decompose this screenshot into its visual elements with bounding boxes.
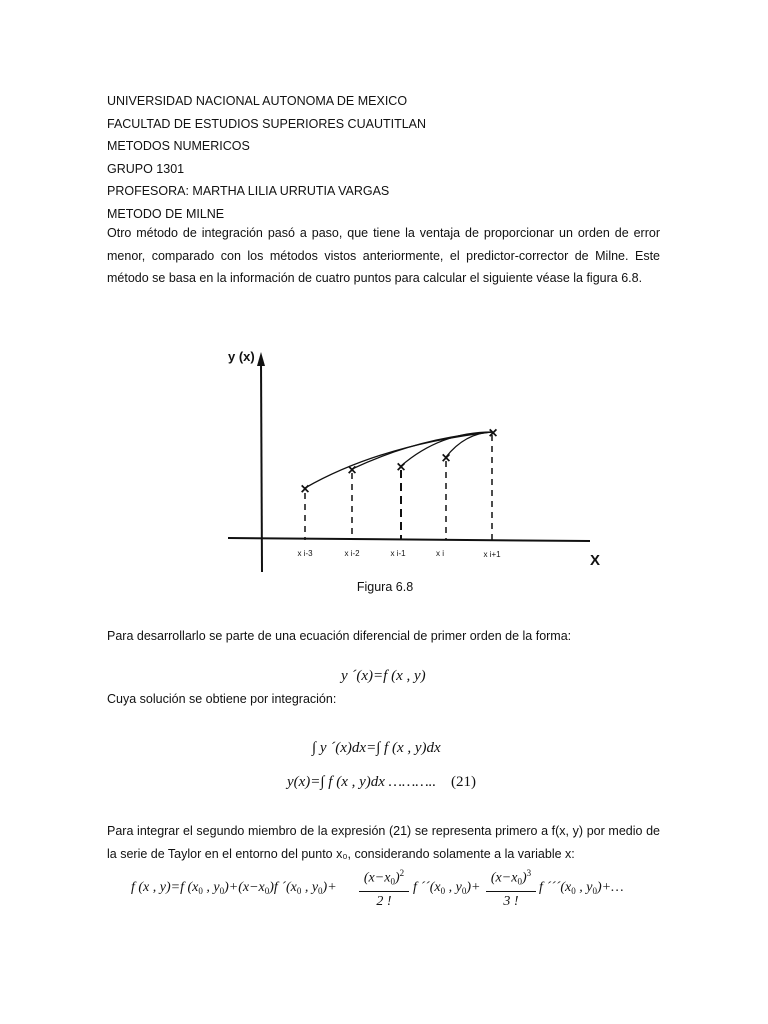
taylor-part-c: f $´´´(x_0$ , $y_0)+\dots$ [539, 880, 624, 896]
x-tick-label: x i [436, 549, 444, 558]
point-marker-2: × [347, 462, 357, 479]
university-name: UNIVERSIDAD NACIONAL AUTONOMA DE MEXICO [107, 94, 408, 108]
equation-number: (21) [451, 774, 476, 790]
taylor-tail: +… [601, 880, 624, 895]
faculty-name: FACULTAD DE ESTUDIOS SUPERIORES CUAUTITLAN [107, 116, 427, 131]
x-axis-line [228, 538, 590, 541]
professor-name: PROFESORA: MARTHA LILIA URRUTIA VARGAS [107, 184, 390, 199]
y-axis-arrow-icon [257, 352, 265, 366]
curve-from-point-4 [446, 432, 492, 457]
x-axis-label: X [590, 552, 601, 569]
x-tick-label: x i+1 [483, 550, 501, 559]
taylor-series-display [131, 864, 651, 914]
figure-caption: Figura 6.8 [356, 580, 414, 594]
x-tick-label: x i-2 [344, 549, 360, 558]
y-axis-label: y (x) [228, 349, 255, 364]
taylor-fraction-3: $(x-x_0)^3$ 3 ! [486, 864, 536, 912]
point-marker-1: × [300, 481, 310, 498]
solution-equation: y(x)=∫ f (x , y)dx ……….. [287, 774, 437, 790]
point-marker-4: × [441, 450, 451, 467]
intro-paragraph: Otro método de integración pasó a paso, que tiene la ventaja de proporcionar un orden de error menor, comparado con los métodos vistos anteriormente, el predictor-corrector de Milne. Este método se basa en la información de cuatro puntos para calcular el siguiente véase la figura 6.8. [107, 226, 660, 285]
group-number: GRUPO 1301 [107, 161, 185, 176]
develop-paragraph: Para desarrollarlo se parte de una ecuación diferencial de primer orden de la forma: [107, 629, 572, 643]
solution-paragraph: Cuya solución se obtiene por integración: [107, 692, 337, 706]
point-marker-3: × [396, 459, 406, 476]
topic-title: METODO DE MILNE [107, 206, 225, 221]
taylor-fraction-2: $(x-x_0)^2$ 2 ! [359, 864, 409, 912]
point-marker-5: × [488, 425, 498, 442]
course-name: METODOS NUMERICOS [107, 139, 250, 154]
x-tick-label: x i-3 [297, 549, 313, 558]
x-tick-label: x i-1 [390, 549, 406, 558]
taylor-part-b: f $´´(x_0$ , $y_0)+$ [413, 880, 481, 896]
taylor-paragraph: Para integrar el segundo miembro de la expresión (21) se representa primero a f(x, y) por medio de la serie de Taylor en el entorno del punto x₀, considerando solamente a la variable x: [107, 824, 660, 861]
ode-equation: y ´(x)=f (x , y) [341, 668, 426, 684]
y-axis-line [261, 360, 262, 572]
integral-equation: ∫ y ´(x)dx=∫ f (x , y)dx [312, 740, 441, 756]
taylor-part-a: f (x , y)=f ($x_0$ , $y_0)+(x-x_0)f$ $´(x_0$ , $y_0)+$ [131, 880, 337, 896]
